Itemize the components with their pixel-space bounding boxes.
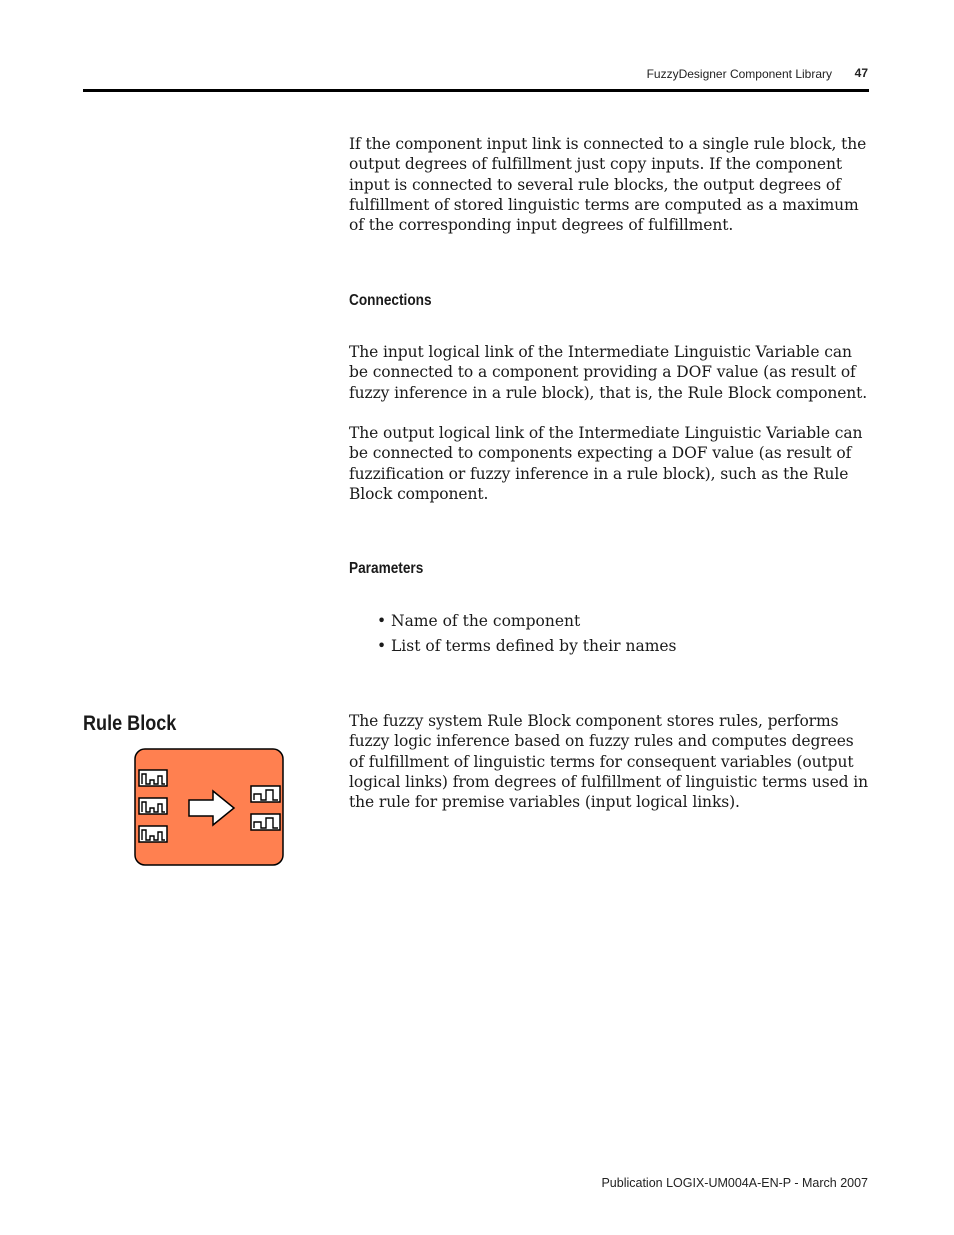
bullet-icon: •: [377, 612, 387, 630]
input-term-icon: [139, 770, 167, 842]
parameters-heading: Parameters: [349, 560, 424, 577]
intro-paragraph: If the component input link is connected to a single rule block, the output degrees of fulfillment just copy inputs. If the component input is connected to several rule blocks, the output degrees of fulfillment of stored linguistic terms are computed as a maximum of the corresponding input degrees of fulfillment.: [349, 135, 867, 235]
rule-block-heading: Rule Block: [83, 712, 177, 735]
connections-paragraph-2: The output logical link of the Intermediate Linguistic Variable can be connected to components expecting a DOF value (as result of fuzzification or fuzzy inference in a rule block), such as the Rule Block component.: [349, 424, 863, 503]
list-item: [377, 611, 677, 636]
list-item-text: Name of the component: [391, 612, 581, 630]
parameters-list: [377, 611, 677, 661]
list-item-text: List of terms defined by their names: [391, 637, 677, 655]
page-number: 47: [854, 66, 868, 80]
footer-publication: Publication LOGIX-UM004A-EN-P - March 2007: [601, 1176, 868, 1190]
connections-paragraph-1: The input logical link of the Intermediate Linguistic Variable can be connected to a component providing a DOF value (as result of fuzzy inference in a rule block), that is, the Rule Block component.: [349, 343, 868, 402]
bullet-icon: •: [377, 637, 387, 655]
header-title: FuzzyDesigner Component Library: [646, 67, 832, 81]
rule-block-paragraph: The fuzzy system Rule Block component stores rules, performs fuzzy logic inference based on fuzzy rules and computes degrees of fulfillment of linguistic terms for consequent variables (output logical links) from degrees of fulfillment of linguistic terms used in the rule for premise variables (input logical links).: [349, 712, 869, 812]
connections-heading: Connections: [349, 292, 432, 309]
header-divider: [83, 89, 869, 92]
list-item: [377, 636, 677, 661]
rule-block-icon: [133, 747, 285, 867]
